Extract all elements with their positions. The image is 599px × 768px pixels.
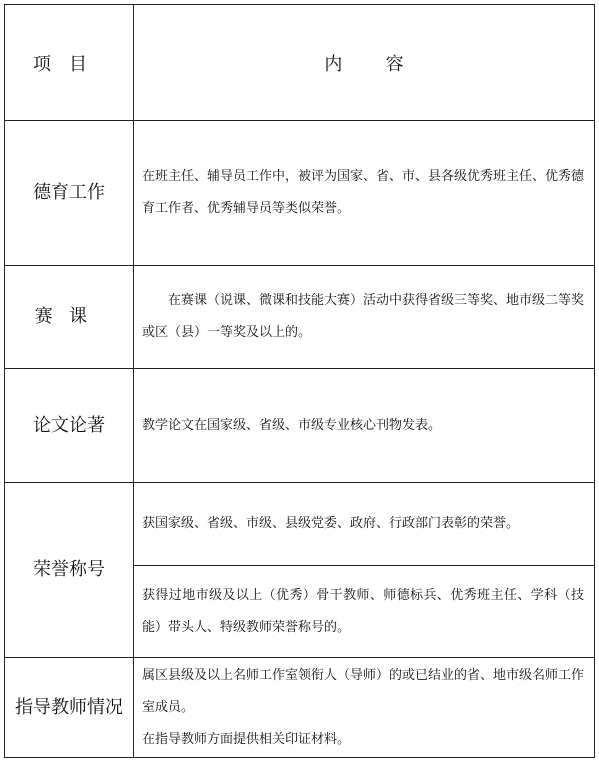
item-label: 论文论著 [33, 414, 105, 436]
table-row-instructor [5, 658, 595, 758]
content-paragraph: 属区县级及以上名师工作室领衔人（导师）的或已结业的省、地市级名师工作室成员。 [142, 667, 585, 715]
content-cell [134, 658, 595, 758]
item-cell [5, 121, 134, 266]
table-row-honors-a [5, 483, 595, 566]
item-label: 荣誉称号 [33, 559, 105, 580]
content-cell [134, 369, 595, 483]
item-label: 德育工作 [33, 182, 105, 203]
criteria-table [4, 4, 595, 758]
table-row-papers [5, 369, 595, 483]
header-content-cell [134, 5, 595, 121]
item-cell [5, 658, 134, 758]
header-item-cell [5, 5, 134, 121]
content-cell [134, 266, 595, 369]
item-cell [5, 369, 134, 483]
table-row-lesson-competition [5, 266, 595, 369]
table-row-moral-education [5, 121, 595, 266]
item-label: 指导教师情况 [15, 696, 123, 718]
content-paragraph: 在赛课（说课、微课和技能大赛）活动中获得省级三等奖、地市级二等奖或区（县）一等奖及以上的。 [142, 293, 585, 340]
header-item-label: 项目 [33, 53, 105, 75]
header-row [5, 5, 595, 121]
content-cell [134, 566, 595, 658]
content-paragraph: 在班主任、辅导员工作中，被评为国家、省、市、县各级优秀班主任、优秀德育工作者、优秀辅导员等类似荣誉。 [142, 169, 585, 216]
content-paragraph: 教学论文在国家级、省级、市级专业核心刊物发表。 [142, 417, 442, 433]
content-paragraph: 获得过地市级及以上（优秀）骨干教师、师德标兵、优秀班主任、学科（技能）带头人、特级教师荣誉称号的。 [142, 587, 584, 635]
content-paragraph: 获国家级、省级、市级、县级党委、政府、行政部门表彰的荣誉。 [142, 516, 520, 531]
item-label: 赛课 [34, 306, 104, 327]
content-cell [134, 121, 595, 266]
header-content-label: 内容 [324, 53, 447, 75]
item-cell [5, 483, 134, 658]
item-cell [5, 266, 134, 369]
content-cell [134, 483, 595, 566]
content-paragraph: 在指导教师方面提供相关印证材料。 [142, 731, 351, 747]
